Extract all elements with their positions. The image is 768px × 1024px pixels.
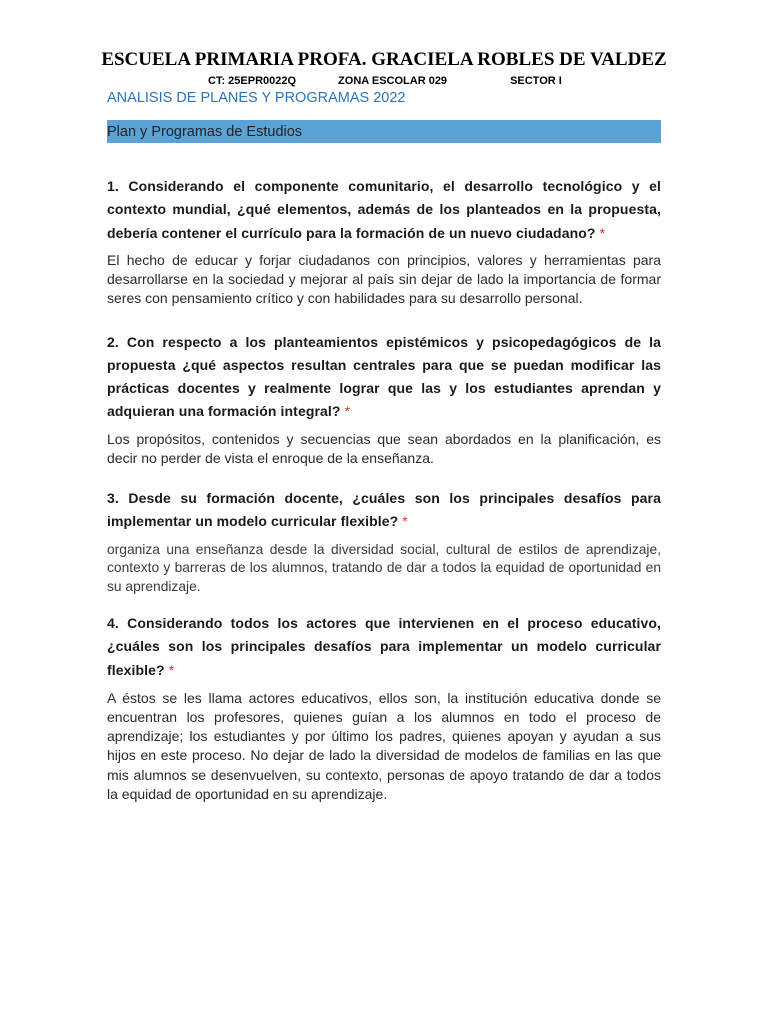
required-mark: * [402,513,408,530]
required-mark: * [344,403,351,420]
document-content [101,48,667,804]
ct-code: CT: 25EPR0022Q [208,75,297,87]
question-1-text: 1. Considerando el componente comunitario, el desarrollo tecnológico y el contexto mundial, ¿qué elementos, además de los planteados en la propuesta, debería contener el currículo para la formación de un nuevo ciudadano? [107,178,661,241]
question-4 [107,612,661,682]
school-title: ESCUELA PRIMARIA PROFA. GRACIELA ROBLES DE VALDEZ [101,49,667,70]
question-1 [107,175,661,245]
required-mark: * [599,224,606,241]
question-2-text: 2. Con respecto a los planteamientos epistémicos y psicopedagógicos de la propuesta ¿qué aspectos resultan centrales para que se puedan modificar las prácticas docentes y realmente lograr que las y los estudiantes aprendan y adquieran una formación integral? [107,333,661,420]
answer-4: A éstos se les llama actores educativos, ellos son, la institución educativa donde se encuentran los profesores, quienes guían a los alumnos en todo el proceso de aprendizaje; los estudiantes y por último los padres, quienes apoyan y ayudan a sus hijos en este proceso. No dejar de lado la diversidad de modelos de familias en las que mis alumnos se desenvuelven, su contexto, personas de apoyo tratando de dar a todos la equidad de oportunidad en su aprendizaje. [107,689,661,802]
question-3 [107,487,661,534]
section-banner: Plan y Programas de Estudios [107,120,661,143]
zona-escolar: ZONA ESCOLAR 029 [338,75,448,87]
answer-1: El hecho de educar y forjar ciudadanos con principios, valores y herramientas para desarrollarse en la sociedad y mejorar al país sin dejar de lado la importancia de formar seres con pensamiento crítico y con habilidades para su desarrollo personal. [107,251,661,307]
required-mark: * [168,661,175,678]
answer-3: organiza una enseñanza desde la diversidad social, cultural de estilos de aprendizaje, contexto y barreras de los alumnos, tratando de dar a todos la equidad de oportunidad en su aprendizaje. [107,541,661,594]
question-4-text: 4. Considerando todos los actores que intervienen en el proceso educativo, ¿cuáles son los principales desafíos para implementar un modelo curricular flexible? [107,614,661,678]
sector: SECTOR I [510,75,562,87]
document-subtitle: ANALISIS DE PLANES Y PROGRAMAS 2022 [107,90,406,106]
question-2 [107,331,661,424]
school-meta [107,73,661,89]
question-3-text: 3. Desde su formación docente, ¿cuáles son los principales desafíos para implementar un modelo curricular flexible? [107,490,661,530]
answer-2: Los propósitos, contenidos y secuencias que sean abordados en la planificación, es decir no perder de vista el enroque de la enseñanza. [107,430,661,466]
